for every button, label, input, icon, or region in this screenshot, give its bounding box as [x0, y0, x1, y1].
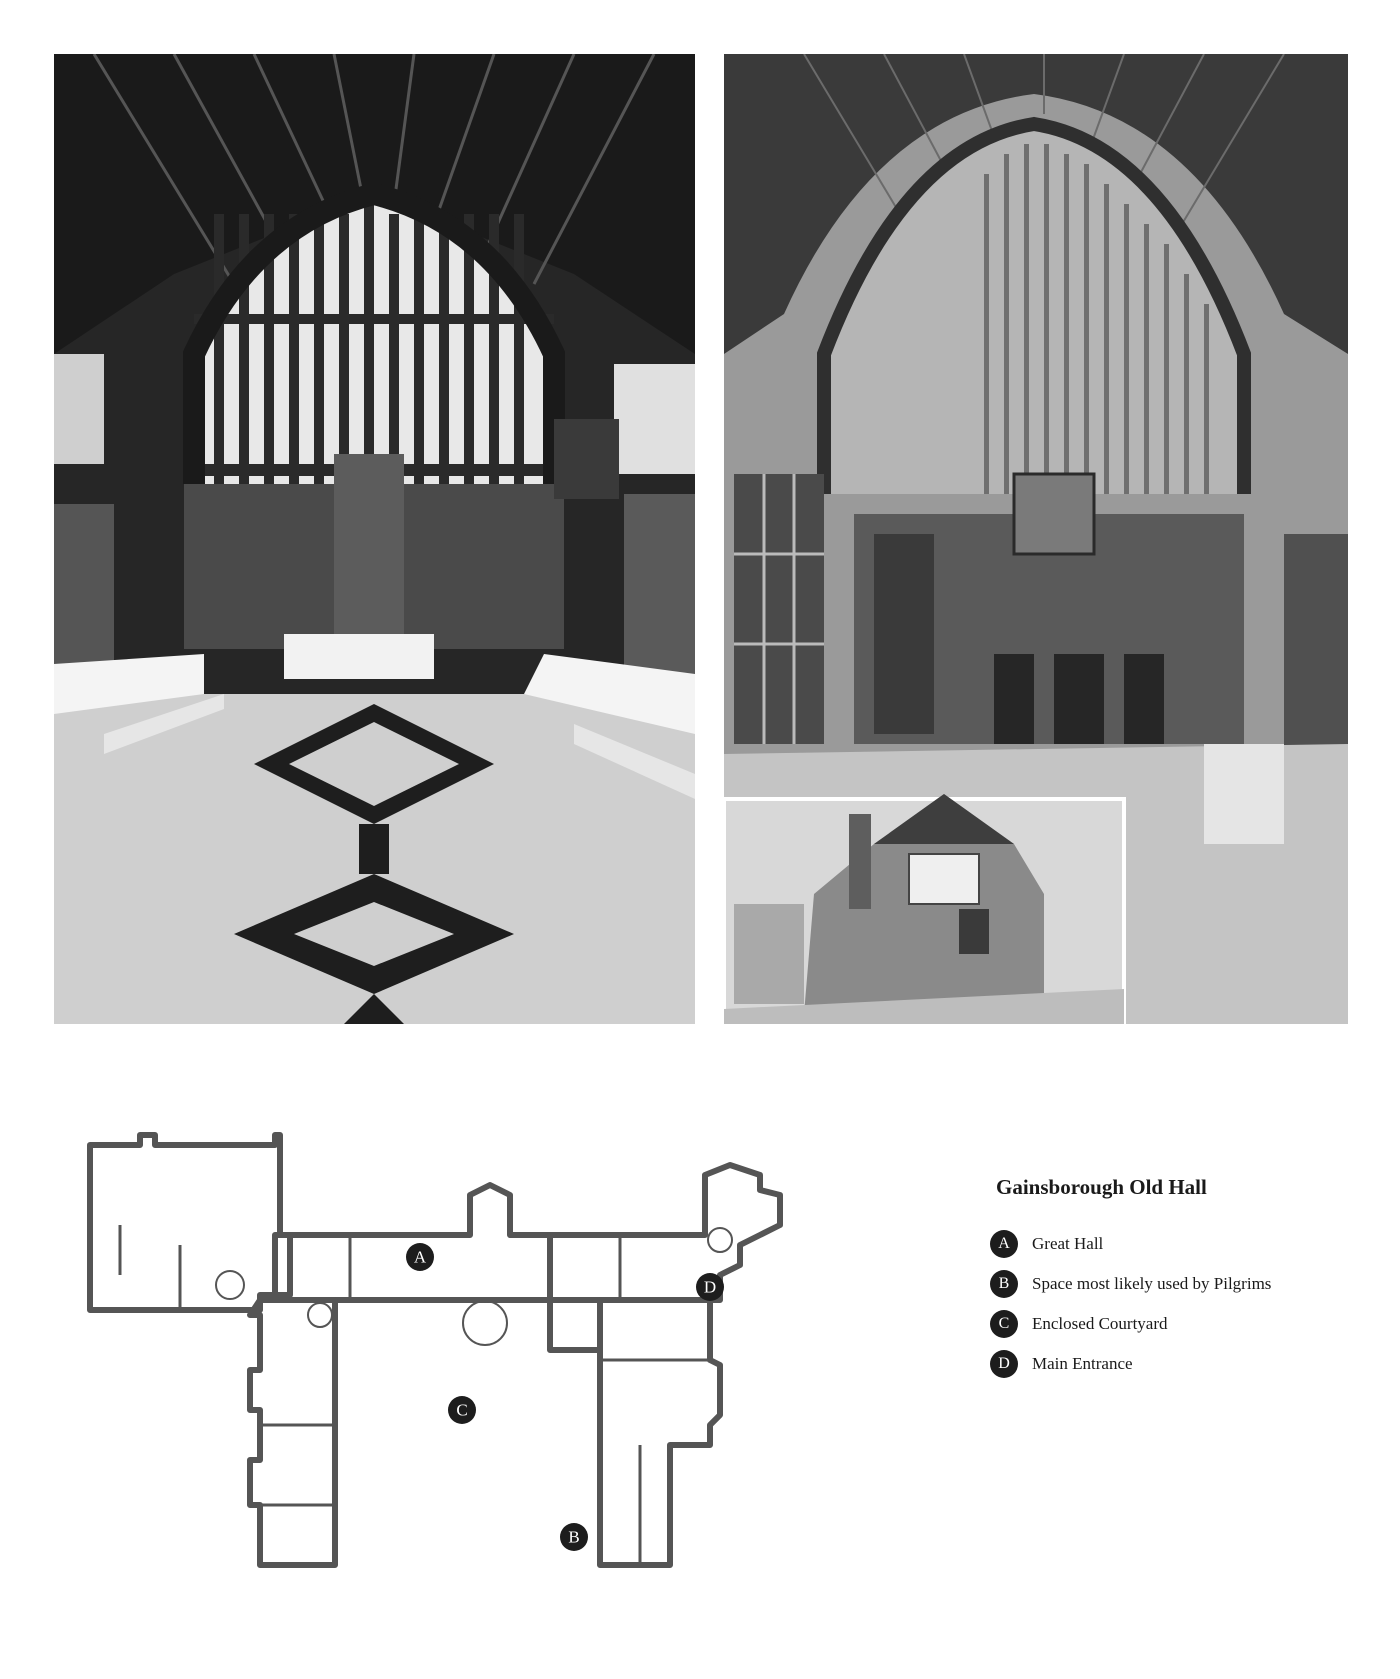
legend-marker: D [990, 1350, 1018, 1378]
legend-title: Gainsborough Old Hall [996, 1175, 1207, 1199]
svg-text:D: D [703, 1277, 717, 1297]
floor-plan [80, 1125, 820, 1595]
plan-marker-d [696, 1273, 724, 1301]
plan-marker-a [406, 1243, 434, 1271]
svg-text:A: A [413, 1247, 427, 1267]
legend-label: Main Entrance [1032, 1354, 1133, 1373]
legend-label: Great Hall [1032, 1234, 1104, 1253]
plan-marker-b [560, 1523, 588, 1551]
svg-text:B: B [568, 1527, 580, 1547]
legend-marker: A [990, 1230, 1018, 1258]
legend-item [990, 1304, 1370, 1344]
plan-marker-c [448, 1396, 476, 1424]
legend-marker: C [990, 1310, 1018, 1338]
plan-legend [990, 1175, 1370, 1384]
legend-item [990, 1264, 1370, 1304]
legend-item [990, 1224, 1370, 1264]
svg-text:C: C [456, 1400, 468, 1420]
legend-label: Enclosed Courtyard [1032, 1314, 1168, 1333]
hall-illustration [724, 54, 1348, 1024]
great-hall-interior-photo [54, 54, 695, 1024]
legend-label: Space most likely used by Pilgrims [1032, 1274, 1272, 1293]
legend-item [990, 1344, 1370, 1384]
legend-marker: B [990, 1270, 1018, 1298]
